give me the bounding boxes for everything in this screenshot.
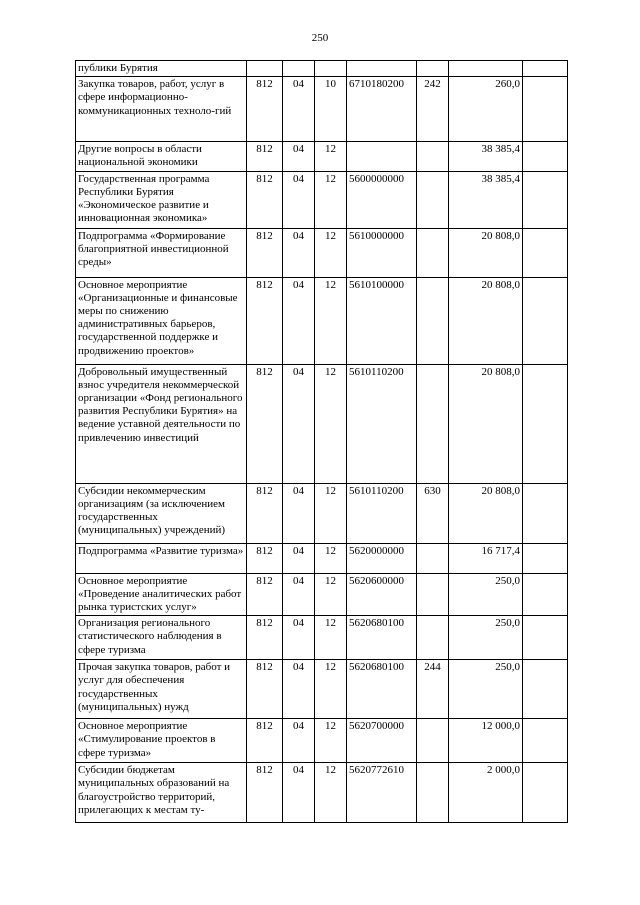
- amount: [449, 61, 523, 77]
- extra-column: [523, 171, 568, 228]
- row-name: Подпрограмма «Формирование благоприятной инвестиционной среды»: [76, 228, 247, 277]
- extra-column: [523, 77, 568, 142]
- amount: 20 808,0: [449, 228, 523, 277]
- row-name: Субсидии некоммерческим организациям (за исключением государственных (муниципальных) учреждений): [76, 483, 247, 543]
- section-code: 04: [283, 364, 315, 483]
- subsection-code: 12: [315, 543, 347, 573]
- ministry-code: 812: [247, 483, 283, 543]
- amount: 250,0: [449, 616, 523, 660]
- amount: 16 717,4: [449, 543, 523, 573]
- expense-type-code: [417, 364, 449, 483]
- amount: 38 385,4: [449, 171, 523, 228]
- amount: 2 000,0: [449, 763, 523, 823]
- ministry-code: 812: [247, 142, 283, 171]
- extra-column: [523, 543, 568, 573]
- extra-column: [523, 719, 568, 763]
- ministry-code: 812: [247, 277, 283, 364]
- table-row: [76, 660, 568, 719]
- table-row: [76, 719, 568, 763]
- target-article-code: 5610110200: [347, 364, 417, 483]
- ministry-code: 812: [247, 543, 283, 573]
- subsection-code: 12: [315, 142, 347, 171]
- amount: 250,0: [449, 573, 523, 616]
- row-name: Государственная программа Республики Бурятия «Экономическое развитие и инновационная экономика»: [76, 171, 247, 228]
- subsection-code: 12: [315, 719, 347, 763]
- table-row: [76, 364, 568, 483]
- table-row: [76, 61, 568, 77]
- target-article-code: [347, 61, 417, 77]
- expense-type-code: 242: [417, 77, 449, 142]
- section-code: 04: [283, 719, 315, 763]
- expense-type-code: [417, 763, 449, 823]
- table-row: [76, 483, 568, 543]
- extra-column: [523, 277, 568, 364]
- row-name: Закупка товаров, работ, услуг в сфере информационно-коммуникационных техноло-гий: [76, 77, 247, 142]
- ministry-code: 812: [247, 719, 283, 763]
- section-code: 04: [283, 573, 315, 616]
- table-row: [76, 228, 568, 277]
- target-article-code: 5620600000: [347, 573, 417, 616]
- section-code: 04: [283, 616, 315, 660]
- expense-type-code: [417, 277, 449, 364]
- extra-column: [523, 142, 568, 171]
- row-name: Другие вопросы в области национальной экономики: [76, 142, 247, 171]
- section-code: 04: [283, 228, 315, 277]
- ministry-code: 812: [247, 77, 283, 142]
- extra-column: [523, 616, 568, 660]
- expense-type-code: [417, 61, 449, 77]
- amount: 20 808,0: [449, 483, 523, 543]
- expense-type-code: [417, 142, 449, 171]
- expense-type-code: [417, 719, 449, 763]
- expense-type-code: [417, 171, 449, 228]
- target-article-code: 5620000000: [347, 543, 417, 573]
- section-code: 04: [283, 277, 315, 364]
- budget-table: [75, 60, 568, 823]
- target-article-code: 6710180200: [347, 77, 417, 142]
- amount: 250,0: [449, 660, 523, 719]
- ministry-code: 812: [247, 364, 283, 483]
- subsection-code: 12: [315, 171, 347, 228]
- target-article-code: 5610100000: [347, 277, 417, 364]
- target-article-code: 5620700000: [347, 719, 417, 763]
- target-article-code: 5600000000: [347, 171, 417, 228]
- expense-type-code: [417, 543, 449, 573]
- row-name: Добровольный имущественный взнос учредителя некоммерческой организации «Фонд регионального развития Республики Бурятия» на ведение уставной деятельности по привлечению инвестиций: [76, 364, 247, 483]
- row-name: Субсидии бюджетам муниципальных образований на благоустройство территорий, прилегающих к местам ту-: [76, 763, 247, 823]
- extra-column: [523, 763, 568, 823]
- target-article-code: 5620772610: [347, 763, 417, 823]
- ministry-code: 812: [247, 763, 283, 823]
- target-article-code: 5610000000: [347, 228, 417, 277]
- section-code: 04: [283, 763, 315, 823]
- table-row: [76, 171, 568, 228]
- row-name: Основное мероприятие «Проведение аналитических работ рынка туристских услуг»: [76, 573, 247, 616]
- ministry-code: 812: [247, 660, 283, 719]
- expense-type-code: 630: [417, 483, 449, 543]
- amount: 260,0: [449, 77, 523, 142]
- section-code: 04: [283, 543, 315, 573]
- row-name: Прочая закупка товаров, работ и услуг для обеспечения государственных (муниципальных) нужд: [76, 660, 247, 719]
- extra-column: [523, 61, 568, 77]
- subsection-code: 12: [315, 660, 347, 719]
- expense-type-code: [417, 616, 449, 660]
- subsection-code: 12: [315, 483, 347, 543]
- table-row: [76, 142, 568, 171]
- section-code: 04: [283, 483, 315, 543]
- table-row: [76, 573, 568, 616]
- table-row: [76, 616, 568, 660]
- subsection-code: 10: [315, 77, 347, 142]
- row-name: публики Бурятия: [76, 61, 247, 77]
- table-row: [76, 763, 568, 823]
- subsection-code: 12: [315, 573, 347, 616]
- row-name: Основное мероприятие «Стимулирование проектов в сфере туризма»: [76, 719, 247, 763]
- extra-column: [523, 364, 568, 483]
- amount: 20 808,0: [449, 364, 523, 483]
- section-code: 04: [283, 171, 315, 228]
- row-name: Организация регионального статистического наблюдения в сфере туризма: [76, 616, 247, 660]
- row-name: Подпрограмма «Развитие туризма»: [76, 543, 247, 573]
- ministry-code: 812: [247, 616, 283, 660]
- expense-type-code: [417, 573, 449, 616]
- subsection-code: 12: [315, 763, 347, 823]
- target-article-code: 5610110200: [347, 483, 417, 543]
- section-code: 04: [283, 660, 315, 719]
- expense-type-code: [417, 228, 449, 277]
- extra-column: [523, 573, 568, 616]
- subsection-code: 12: [315, 616, 347, 660]
- page-number: 250: [311, 32, 329, 44]
- target-article-code: 5620680100: [347, 616, 417, 660]
- ministry-code: 812: [247, 171, 283, 228]
- extra-column: [523, 483, 568, 543]
- ministry-code: 812: [247, 573, 283, 616]
- subsection-code: 12: [315, 277, 347, 364]
- amount: 12 000,0: [449, 719, 523, 763]
- subsection-code: [315, 61, 347, 77]
- amount: 20 808,0: [449, 277, 523, 364]
- expense-type-code: 244: [417, 660, 449, 719]
- table-row: [76, 543, 568, 573]
- ministry-code: 812: [247, 228, 283, 277]
- section-code: 04: [283, 142, 315, 171]
- section-code: 04: [283, 77, 315, 142]
- table-row: [76, 77, 568, 142]
- extra-column: [523, 660, 568, 719]
- target-article-code: [347, 142, 417, 171]
- ministry-code: [247, 61, 283, 77]
- table-row: [76, 277, 568, 364]
- amount: 38 385,4: [449, 142, 523, 171]
- extra-column: [523, 228, 568, 277]
- row-name: Основное мероприятие «Организационные и финансовые меры по снижению административных барьеров, государственной поддержке и продвижению проектов»: [76, 277, 247, 364]
- section-code: [283, 61, 315, 77]
- target-article-code: 5620680100: [347, 660, 417, 719]
- subsection-code: 12: [315, 364, 347, 483]
- subsection-code: 12: [315, 228, 347, 277]
